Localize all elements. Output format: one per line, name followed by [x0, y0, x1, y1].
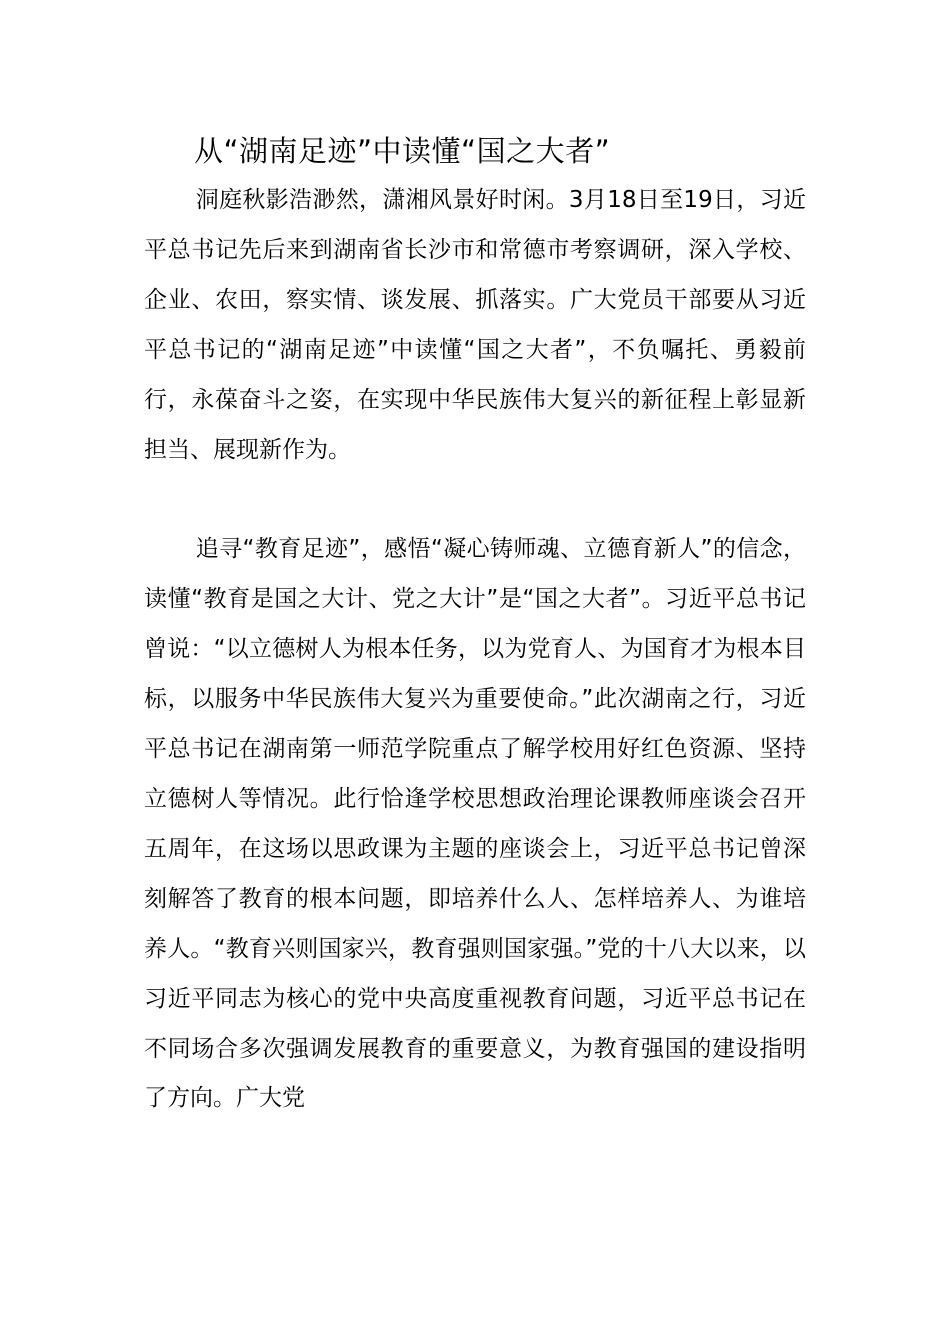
document-body — [144, 126, 806, 1124]
paragraph-spacer — [144, 475, 806, 525]
paragraph-education: 追寻“教育足迹”，感悟“凝心铸师魂、立德育新人”的信念，读懂“教育是国之大计、党之大计”是“国之大者”。习近平总书记曾说：“以立德树人为根本任务，以为党育人、为国育才为根本目标，以服务中华民族伟大复兴为重要使命。”此次湖南之行，习近平总书记在湖南第一师范学院重点了解学校用好红色资源、坚持立德树人等情况。此行恰逢学校思想政治理论课教师座谈会召开五周年，在这场以思政课为主题的座谈会上，习近平总书记曾深刻解答了教育的根本问题，即培养什么人、怎样培养人、为谁培养人。“教育兴则国家兴，教育强则国家强。”党的十八大以来，以习近平同志为核心的党中央高度重视教育问题，习近平总书记在不同场合多次强调发展教育的重要意义，为教育强国的建设指明了方向。广大党 — [144, 536, 806, 1112]
paragraph-intro: 洞庭秋影浩渺然，潇湘风景好时闲。3月18日至19日，习近平总书记先后来到湖南省长沙市和常德市考察调研，深入学校、企业、农田，察实情、谈发展、抓落实。广大党员干部要从习近平总书记的“湖南足迹”中读懂“国之大者”，不负嘱托、勇毅前行，永葆奋斗之姿，在实现中华民族伟大复兴的新征程上彰显新担当、展现新作为。 — [144, 187, 806, 463]
document-title: 从“湖南足迹”中读懂“国之大者” — [194, 134, 611, 168]
